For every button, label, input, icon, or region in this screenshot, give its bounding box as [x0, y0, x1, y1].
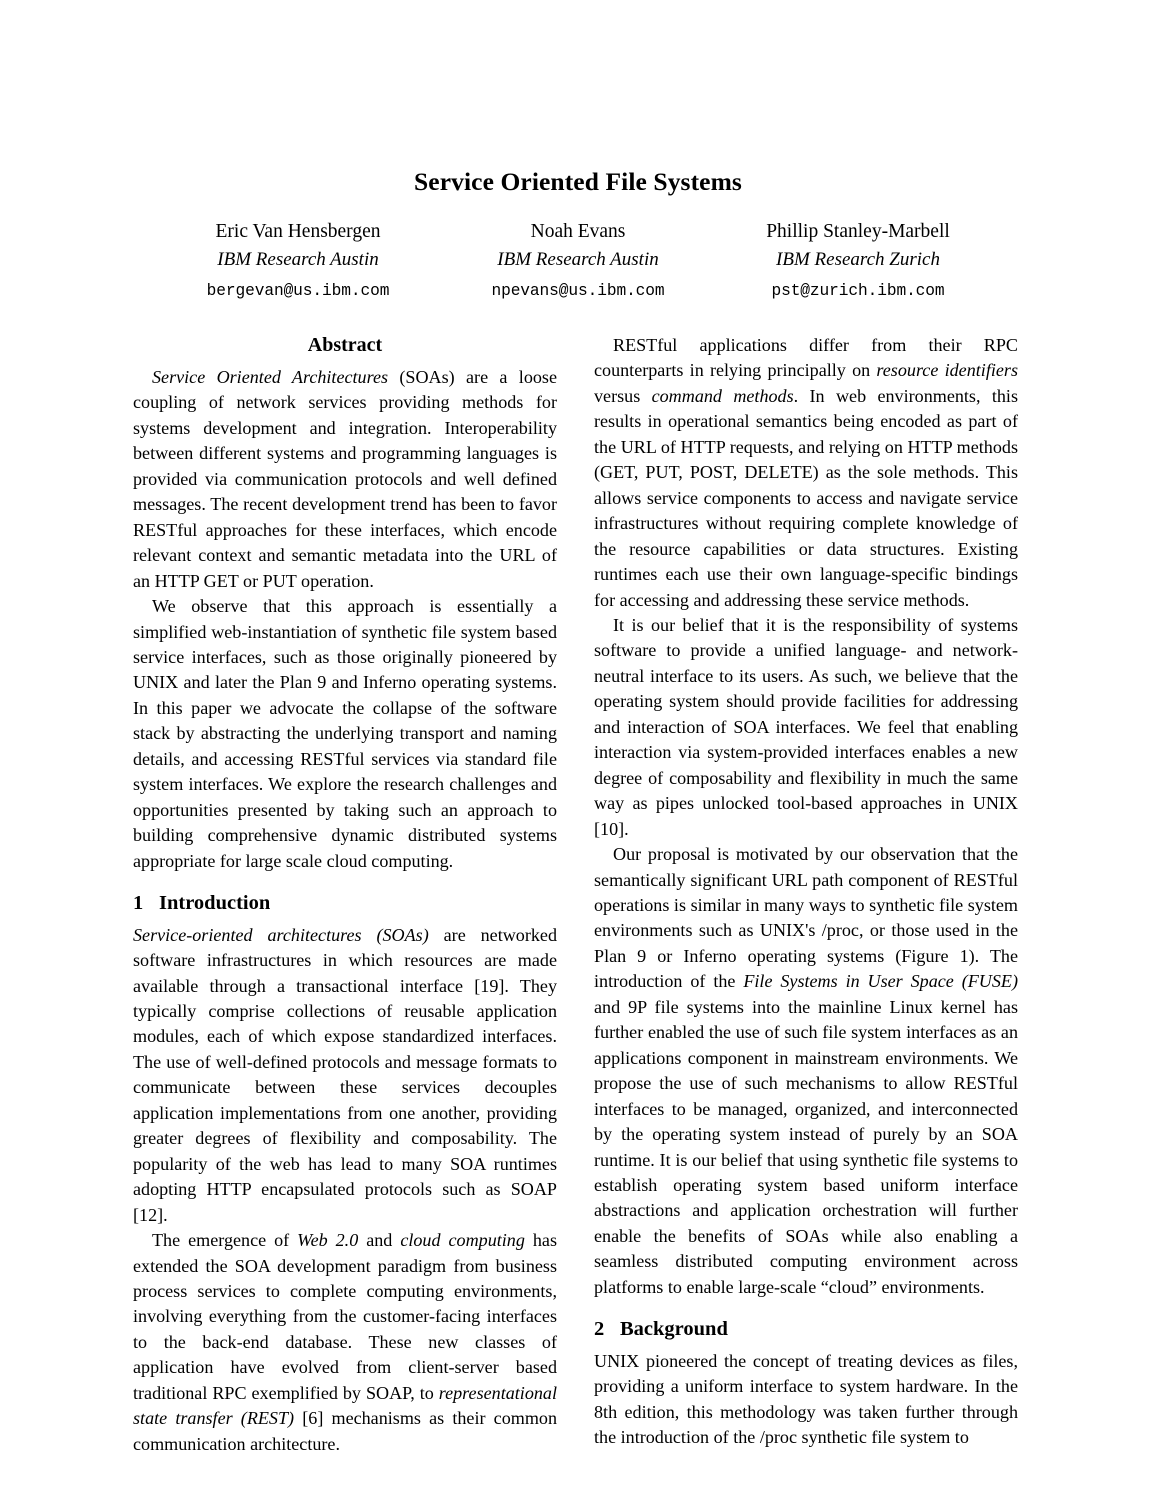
abstract-paragraph-2: We observe that this approach is essentially a simplified web-instantiation of synthetic file system based service interfaces, such as those originally pioneered by UNIX and later the Plan 9 and Inferno operating systems. In this paper we advocate the collapse of the software stack by abstracting the underlying transport and naming details, and accessing RESTful services via standard file system interfaces. We explore the research challenges and opportunities presented by taking such an approach to building comprehensive dynamic distributed systems appropriate for large scale cloud computing. — [133, 596, 557, 871]
abstract-heading: Abstract — [307, 334, 383, 356]
intro-paragraph-2 — [133, 1228, 557, 1457]
author-entry — [718, 218, 998, 303]
author-email: pst@zurich.ibm.com — [771, 281, 945, 300]
intro-p2-italic-web20: Web 2.0 — [297, 1230, 359, 1251]
section-number: 2 — [594, 1318, 605, 1341]
left-column — [133, 333, 557, 1457]
author-affiliation: IBM Research Zurich — [776, 248, 940, 270]
author-name: Noah Evans — [530, 221, 626, 243]
background-paragraph: UNIX pioneered the concept of treating devices as files, providing a uniform interface to system hardware. In the 8th edition, this methodology was taken further through the introduction of the /proc synthetic file system to — [594, 1350, 1018, 1448]
proposal-seg-b: and 9P file systems into the mainline Linux kernel has further enabled the use of such file system interfaces as an applications component in mainstream environments. We propose the use of such mechanisms to allow RESTful interfaces to be managed, organized, and interconnected by the operating system instead of purely by an SOA runtime. It is our belief that using synthetic file systems to establish operating system based uniform interface abstractions and application orchestration will further enable the benefits of SOAs while also enabling a seamless distributed computing environment across platforms to enable large-scale “cloud” environments. — [594, 996, 1018, 1297]
rest-seg-a: RESTful applications differ from their RPC counterparts in relying principally on — [594, 335, 1018, 381]
author-name: Phillip Stanley-Marbell — [766, 221, 950, 243]
author-affiliation: IBM Research Austin — [497, 248, 659, 270]
intro-p2-seg-b: and — [358, 1230, 401, 1251]
rest-paragraph — [594, 333, 1018, 613]
proposal-italic-fuse: File Systems in User Space (FUSE) — [743, 971, 1019, 992]
section-number: 1 — [133, 892, 144, 915]
rest-seg-c: . In web environments, this results in operational semantics being encoded as part of the URL of HTTP requests, and relying on HTTP methods (GET, PUT, POST, DELETE) as the sole methods. This allows service components to access and navigate service infrastructures without requiring complete knowledge of the resource capabilities or data structures. Existing runtimes each use their own language-specific bindings for accessing and addressing these service methods. — [594, 385, 1018, 610]
author-name: Eric Van Hensbergen — [215, 221, 381, 243]
author-entry — [438, 218, 718, 303]
abstract-paragraph-1-rest: (SOAs) are a loose coupling of network services providing methods for systems development and integration. Interoperability between different systems and programming languages is provided via communication protocols and well defined messages. The recent development trend has been to favor RESTful approaches for these interfaces, which encode relevant context and semantic metadata into the URL of an HTTP GET or PUT operation. — [133, 367, 557, 591]
intro-p2-italic-rest: representational state transfer (REST) — [133, 1382, 557, 1429]
intro-p2-italic-cloud-computing: cloud computing — [400, 1230, 525, 1251]
author-affiliation: IBM Research Austin — [217, 248, 379, 270]
author-email: bergevan@us.ibm.com — [206, 281, 390, 300]
author-entry — [158, 218, 438, 303]
intro-lead-italic: Service-oriented architectures (SOAs) — [133, 924, 429, 945]
intro-paragraph-1-rest: are networked software infrastructures in which resources are made available through a transactional interface [19]. They typically comprise collections of reusable application modules, each of which expose standardized interfaces. The use of well-defined protocols and message formats to communicate between these services decouples application implementations from one another, providing greater degrees of flexibility and composability. The popularity of the web has lead to many SOA runtimes adopting HTTP encapsulated protocols such as SOAP [12]. — [133, 924, 557, 1225]
right-column — [594, 333, 1018, 1457]
author-email: npevans@us.ibm.com — [491, 281, 665, 300]
intro-p2-seg-c: has extended the SOA development paradigm from business process services to complete computing environments, involving everything from the customer-facing interfaces to the back-end database. These new classes of application have evolved from client-server based traditional RPC exemplified by SOAP, to — [133, 1230, 557, 1403]
rest-italic-command-methods: command methods — [651, 385, 794, 406]
intro-paragraph-1 — [133, 923, 557, 1228]
proposal-seg-a: Our proposal is motivated by our observation that the semantically significant URL path component of RESTful operations is similar in many ways to synthetic file system environments such as UNIX's /proc, or those used in the Plan 9 or Inferno operating systems (Figure 1). The introduction of the — [594, 844, 1018, 992]
rest-seg-b: versus — [594, 385, 652, 406]
section-heading-introduction — [133, 891, 557, 916]
belief-paragraph: It is our belief that it is the responsibility of systems software to provide a unified language- and network-neutral interface to its users. As such, we believe that the operating system should provide facilities for addressing and interaction of SOA interfaces. We feel that enabling interaction via system-provided interfaces enables a new degree of composability and flexibility in much the same way as pipes unlocked tool-based approaches in UNIX [10]. — [594, 614, 1018, 839]
intro-p2-seg-d: [6] mechanisms as their common communication architecture. — [133, 1408, 557, 1454]
abstract-paragraph-1 — [133, 365, 557, 594]
section-title: Background — [620, 1318, 728, 1341]
abstract-lead-italic: Service Oriented Architectures — [152, 367, 389, 387]
intro-p2-seg-a: The emergence of — [152, 1230, 298, 1251]
title-block — [0, 0, 1156, 303]
section-title: Introduction — [159, 892, 271, 915]
section-heading-background — [594, 1317, 1018, 1342]
page-title: Service Oriented File Systems — [414, 167, 742, 196]
author-list — [158, 218, 998, 303]
proposal-paragraph — [594, 842, 1018, 1300]
body-columns — [133, 333, 1023, 1457]
rest-italic-resource-identifiers: resource identifiers — [876, 360, 1018, 381]
